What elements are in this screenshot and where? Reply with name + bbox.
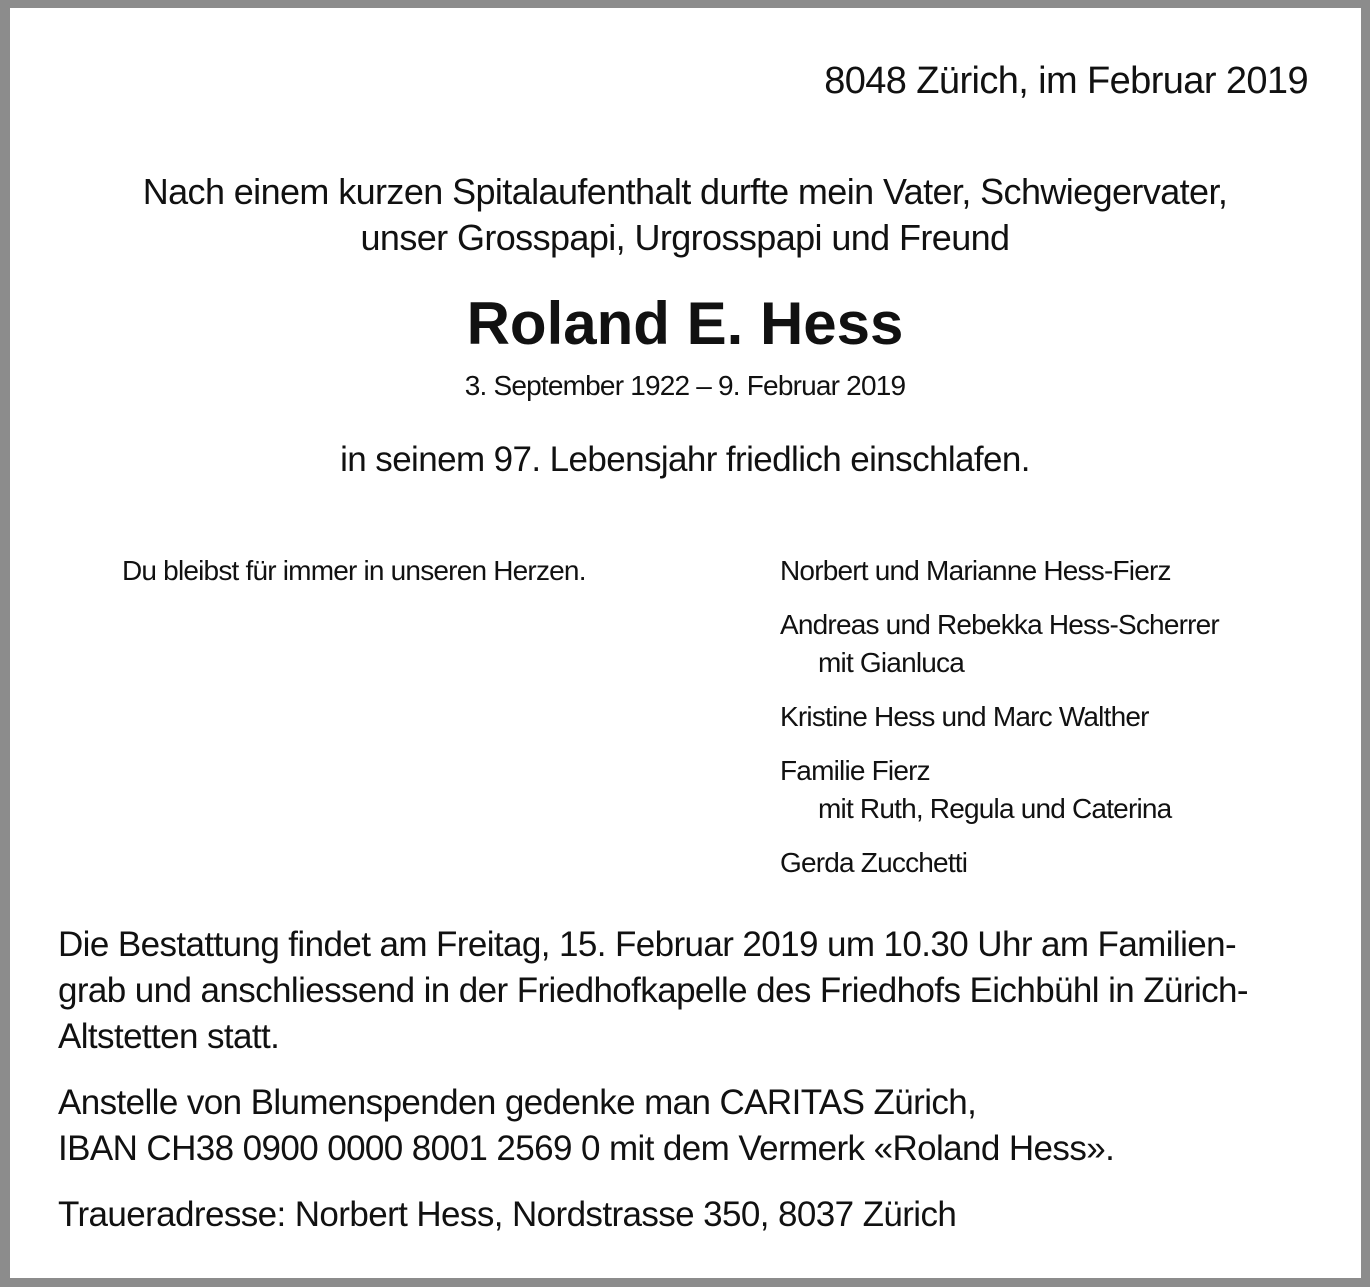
place-date: 8048 Zürich, im Februar 2019 [824,60,1308,102]
passing-line: in seinem 97. Lebensjahr friedlich einschlafen. [340,440,1030,479]
mourner-name: Andreas und Rebekka Hess-Scherrer [780,609,1219,640]
intro-line-2: unser Grosspapi, Urgrosspapi und Freund [360,217,1010,258]
donation-line: Anstelle von Blumenspenden gedenke man CARITAS Zürich, [58,1083,977,1122]
deceased-name: Roland E. Hess [466,290,904,357]
life-dates: 3. September 1922 – 9. Februar 2019 [464,370,906,401]
funeral-info-line: grab und anschliessend in der Friedhofkapelle des Friedhofs Eichbühl in Zürich- [58,971,1248,1010]
motto: Du bleibst für immer in unseren Herzen. [122,555,586,586]
mourner-with: mit Gianluca [818,647,965,678]
mourner-name: Gerda Zucchetti [780,847,968,878]
funeral-info-line: Die Bestattung findet am Freitag, 15. Februar 2019 um 10.30 Uhr am Familien- [58,925,1237,964]
mourning-address: Traueradresse: Norbert Hess, Nordstrasse 350, 8037 Zürich [58,1195,957,1234]
mourner-name: Familie Fierz [780,755,930,786]
funeral-info-line: Altstetten statt. [58,1017,280,1056]
mourner-with: mit Ruth, Regula und Caterina [818,793,1172,824]
donation-line: IBAN CH38 0900 0000 8001 2569 0 mit dem Vermerk «Roland Hess». [58,1129,1115,1168]
mourner-name: Kristine Hess und Marc Walther [780,701,1149,732]
mourner-name: Norbert und Marianne Hess-Fierz [780,555,1171,586]
intro-line-1: Nach einem kurzen Spitalaufenthalt durfte mein Vater, Schwiegervater, [142,171,1228,212]
